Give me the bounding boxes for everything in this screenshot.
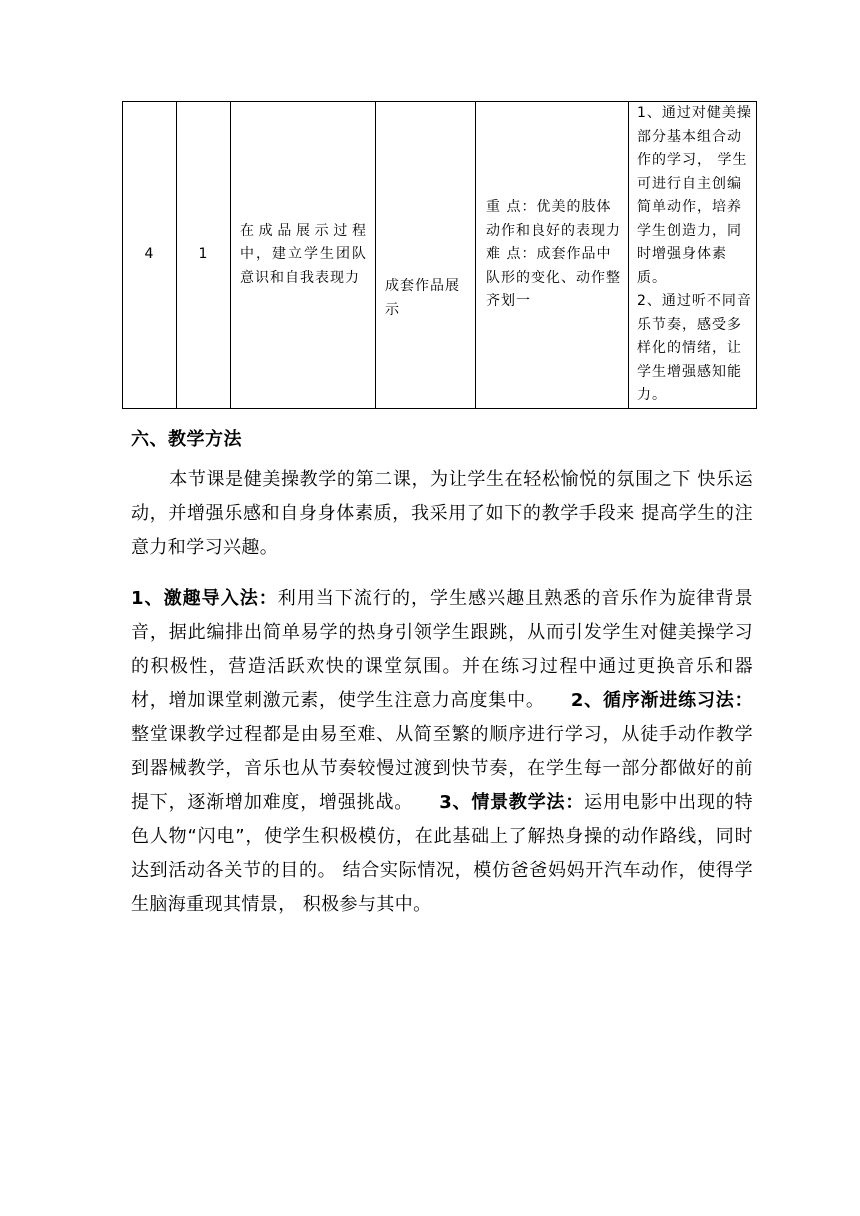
difficult-point-text: 难 点：成套作品中队形的变化、动作整齐划一 [486, 246, 621, 309]
intro-paragraph [131, 463, 753, 565]
rationale-item-1: 1、通过对健美操部分基本组合动作的学习， 学生可进行自主创编简单动作，培养学生创造力，同时增强身体素质。 [637, 105, 752, 286]
method-2-label: 2、循序渐进练习法： [570, 690, 753, 711]
time-cell: 1 [177, 102, 231, 409]
table-row [123, 102, 757, 409]
method-2-text: 整堂课教学过程都是由易至难、从简至繁的顺序进行学习，从徒手动作教学到器械教学，音乐也从节奏较慢过渡到快节奏，在学生每一部分都做好的前提下，逐渐增加难度，增强挑战。 [131, 724, 753, 813]
method-3-label: 3、情景教学法： [439, 792, 585, 813]
focus-cell [476, 102, 629, 409]
row-number-cell: 4 [123, 102, 177, 409]
methods-paragraph [131, 582, 753, 922]
method-1-text: 利用当下流行的，学生感兴趣且熟悉的音乐作为旋律背景音，据此编排出简单易学的热身引领学生跟跳，从而引发学生对健美操学习的积极性，营造活跃欢快的课堂氛围。并在练习过程中通过更换音乐和器材，增加课堂刺激元素，使学生注意力高度集中。 [131, 588, 753, 711]
key-point-text: 重 点：优美的肢体动作和良好的表现力 [486, 199, 621, 239]
rationale-item-2: 2、通过听不同音乐节奏，感受多样化的情绪，让学生增强感知能力。 [637, 293, 752, 403]
content-cell: 成套作品展示 [376, 102, 476, 409]
method-1-label: 1、激趣导入法： [131, 588, 278, 609]
rationale-cell [629, 102, 757, 409]
goal-cell: 在成品展示过程中，建立学生团队意识和自我表现力 [231, 102, 376, 409]
intro-text: 本节课是健美操教学的第二课，为让学生在轻松愉悦的氛围之下 快乐运动，并增强乐感和自身身体素质，我采用了如下的教学手段来 提高学生的注意力和学习兴趣。 [131, 469, 753, 558]
lesson-plan-table [122, 101, 757, 409]
section-title: 六、教学方法 [131, 429, 242, 450]
method-3-text: 运用电影中出现的特色人物“闪电”，使学生积极模仿，在此基础上了解热身操的动作路线，同时达到活动各关节的目的。 结合实际情况，模仿爸爸妈妈开汽车动作，使得学生脑海重现其情景， 积极参与其中。 [131, 792, 753, 915]
